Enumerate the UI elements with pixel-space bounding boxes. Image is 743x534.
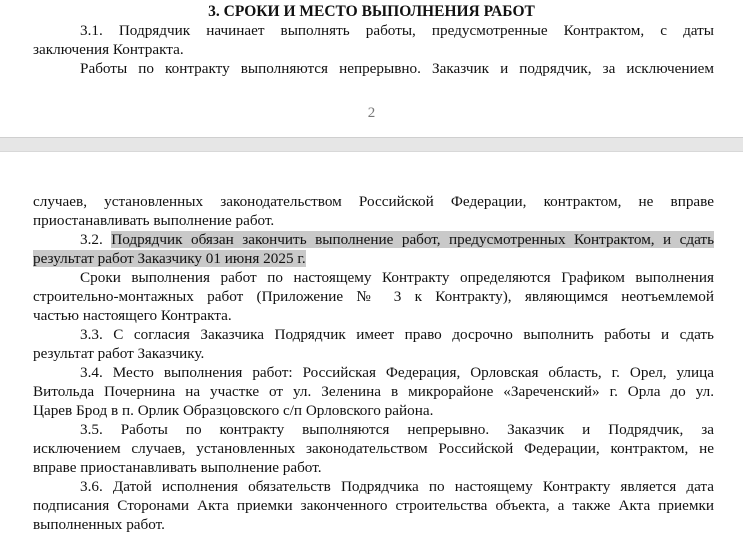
paragraph-terms-line-3: частью настоящего Контракта. <box>33 307 232 324</box>
paragraph-3-3-line-1: 3.3. С согласия Заказчика Подрядчик имеет право досрочно выполнить работы и сдать <box>80 326 714 343</box>
paragraph-3-6-line-1: 3.6. Датой исполнения обязательств Подрядчика по настоящему Контракту является дата <box>80 478 714 495</box>
paragraph-3-2-number: 3.2. <box>80 231 112 248</box>
paragraph-3-3-line-2: результат работ Заказчику. <box>33 345 205 362</box>
paragraph-3-4-line-2: Витольда Почернина на участке от ул. Зеленина в микрорайоне «Зареченский» г. Орла до ул. <box>33 383 714 400</box>
paragraph-3-5-line-3: вправе приостанавливать выполнение работ. <box>33 459 322 476</box>
document-page-3 <box>0 152 743 533</box>
paragraph-3-5-line-2: исключением случаев, установленных законодательством Российской Федерации, контрактом, не <box>33 440 714 457</box>
paragraph-3-2-line-1 <box>80 230 714 249</box>
document-page-2 <box>0 0 743 137</box>
paragraph-3-6-line-2: подписания Сторонами Акта приемки законченного строительства объекта, а также Акта приемки <box>33 497 714 514</box>
paragraph-3-5-line-1: 3.5. Работы по контракту выполняются непрерывно. Заказчик и Подрядчик, за <box>80 421 714 438</box>
selected-text-3-2-line-2[interactable]: результат работ Заказчику 01 июня 2025 г. <box>33 250 306 267</box>
paragraph-3-4-line-3: Царев Брод в п. Орлик Образцовского с/п Орловского района. <box>33 402 434 419</box>
paragraph-3-6-line-3: выполненных работ. <box>33 516 165 533</box>
page-number: 2 <box>367 105 376 121</box>
paragraph-terms-line-2: строительно-монтажных работ (Приложение № 3 к Контракту), являющимся неотъемлемой <box>33 288 714 305</box>
paragraph-3-4-line-1: 3.4. Место выполнения работ: Российская Федерация, Орловская область, г. Орел, улица <box>80 364 714 381</box>
paragraph-works-line-1: Работы по контракту выполняются непрерывно. Заказчик и подрядчик, за исключением <box>80 60 714 77</box>
paragraph-works-line-2: случаев, установленных законодательством Российской Федерации, контрактом, не вправе <box>33 193 714 210</box>
paragraph-3-1-line-1: 3.1. Подрядчик начинает выполнять работы, предусмотренные Контрактом, с даты <box>80 22 714 39</box>
paragraph-3-1-line-2: заключения Контракта. <box>33 41 184 58</box>
selected-text-3-2-line-1[interactable]: Подрядчик обязан закончить выполнение работ, предусмотренных Контрактом, и сдать <box>111 231 714 248</box>
section-title: 3. СРОКИ И МЕСТО ВЫПОЛНЕНИЯ РАБОТ <box>208 3 535 20</box>
paragraph-terms-line-1: Сроки выполнения работ по настоящему Контракту определяются Графиком выполнения <box>80 269 714 286</box>
paragraph-works-line-3: приостанавливать выполнение работ. <box>33 212 275 229</box>
paragraph-3-2-line-2 <box>33 249 714 268</box>
page-break-gap <box>0 137 743 152</box>
